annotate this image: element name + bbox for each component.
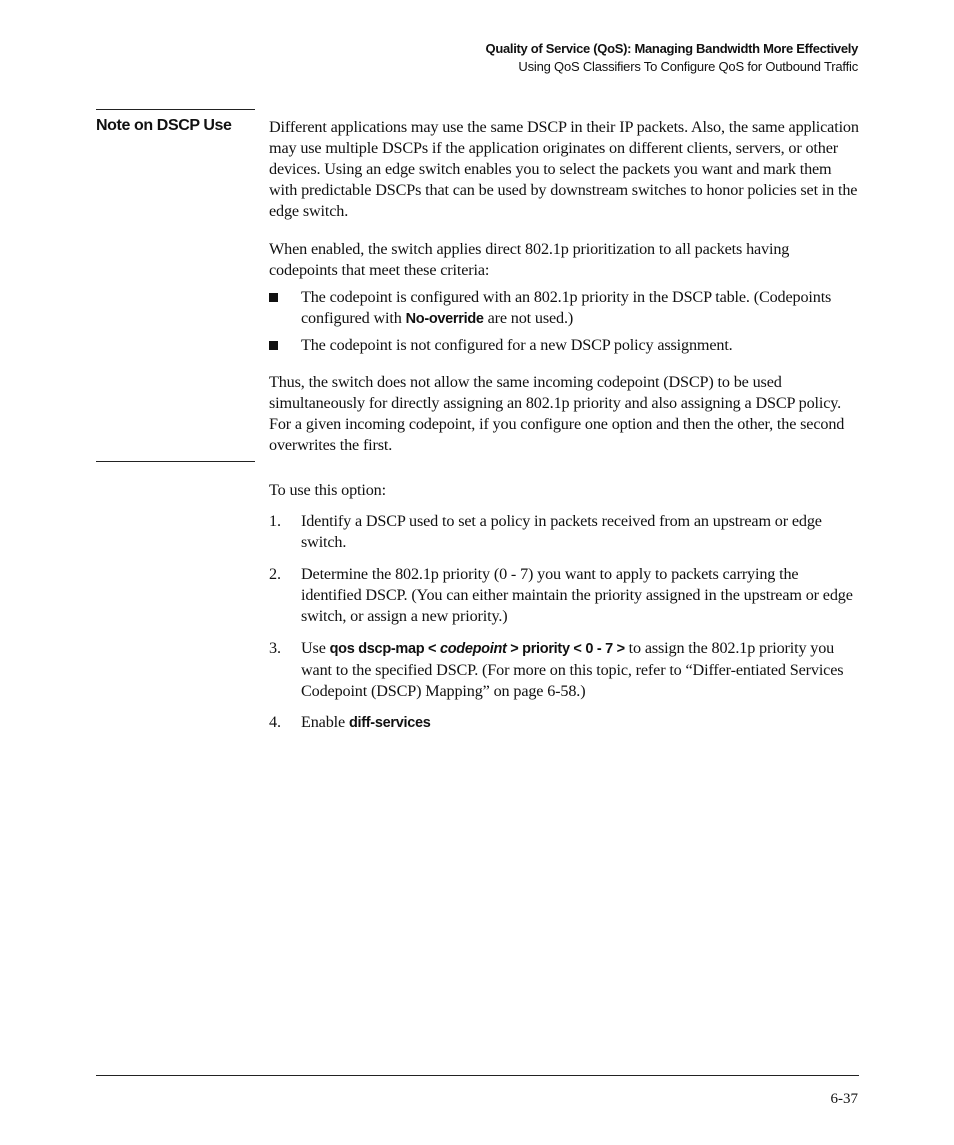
step-text: Determine the 802.1p priority (0 - 7) you want to apply to packets carrying the identified DSCP. (You can either maintain the priority assigned in the upstream or edge switch, or assign a new priority.)	[301, 565, 853, 625]
page-number: 6-37	[830, 1091, 858, 1107]
bullet-item-text: The codepoint is configured with an 802.1p priority in the DSCP table. (Codepoints configured with No-override are not used.)	[301, 288, 832, 327]
step-number: 3.	[269, 639, 281, 657]
note-top-rule	[96, 109, 255, 110]
square-bullet-icon	[269, 287, 299, 308]
step-number: 1.	[269, 512, 281, 530]
qos-dscp-map-command: qos dscp-map <	[329, 641, 440, 657]
bullet-item-text: The codepoint is not configured for a new DSCP policy assignment.	[301, 336, 733, 354]
note-bottom-rule	[96, 461, 255, 462]
no-override-keyword: No-override	[405, 311, 484, 327]
step-text: Enable diff-services	[301, 713, 431, 731]
priority-command: > priority < 0 - 7 >	[506, 641, 625, 657]
step-number: 2.	[269, 565, 281, 583]
note-label: Note on DSCP Use	[96, 117, 232, 134]
note-paragraph-2: When enabled, the switch applies direct 802.1p prioritization to all packets having codepoints that meet these criteria:	[269, 240, 790, 279]
diff-services-command: diff-services	[348, 715, 431, 731]
header-title: Quality of Service (QoS): Managing Bandwidth More Effectively	[485, 41, 858, 56]
steps-intro: To use this option:	[269, 481, 386, 499]
note-paragraph-3: Thus, the switch does not allow the same incoming codepoint (DSCP) to be used simultaneously for directly assigning an 802.1p priority and also assigning a DSCP policy. For a given incoming codepoint, if you configure one option and then the other, the second overwrites the first.	[269, 373, 845, 454]
step-text: Identify a DSCP used to set a policy in packets received from an upstream or edge switch.	[301, 512, 822, 551]
codepoint-parameter: codepoint	[439, 641, 507, 657]
running-header	[486, 40, 858, 76]
step-text: Use qos dscp-map < codepoint > priority < 0 - 7 > to assign the 802.1p priority you want to the specified DSCP. (For more on this topic, refer to “Differ-entiated Services Codepoint (DSCP) Mapping” on page 6-58.)	[301, 639, 844, 700]
note-paragraph-1: Different applications may use the same DSCP in their IP packets. Also, the same application may use multiple DSCPs if the application originates on different clients, servers, or other devices. Using an edge switch enables you to select the packets you want and mark them with predictable DSCPs that can be used by downstream switches to honor policies set in the edge switch.	[269, 118, 859, 220]
footer-rule	[96, 1075, 859, 1076]
header-subtitle: Using QoS Classifiers To Configure QoS for Outbound Traffic	[518, 59, 858, 74]
square-bullet-icon	[269, 335, 299, 356]
step-number: 4.	[269, 713, 281, 731]
